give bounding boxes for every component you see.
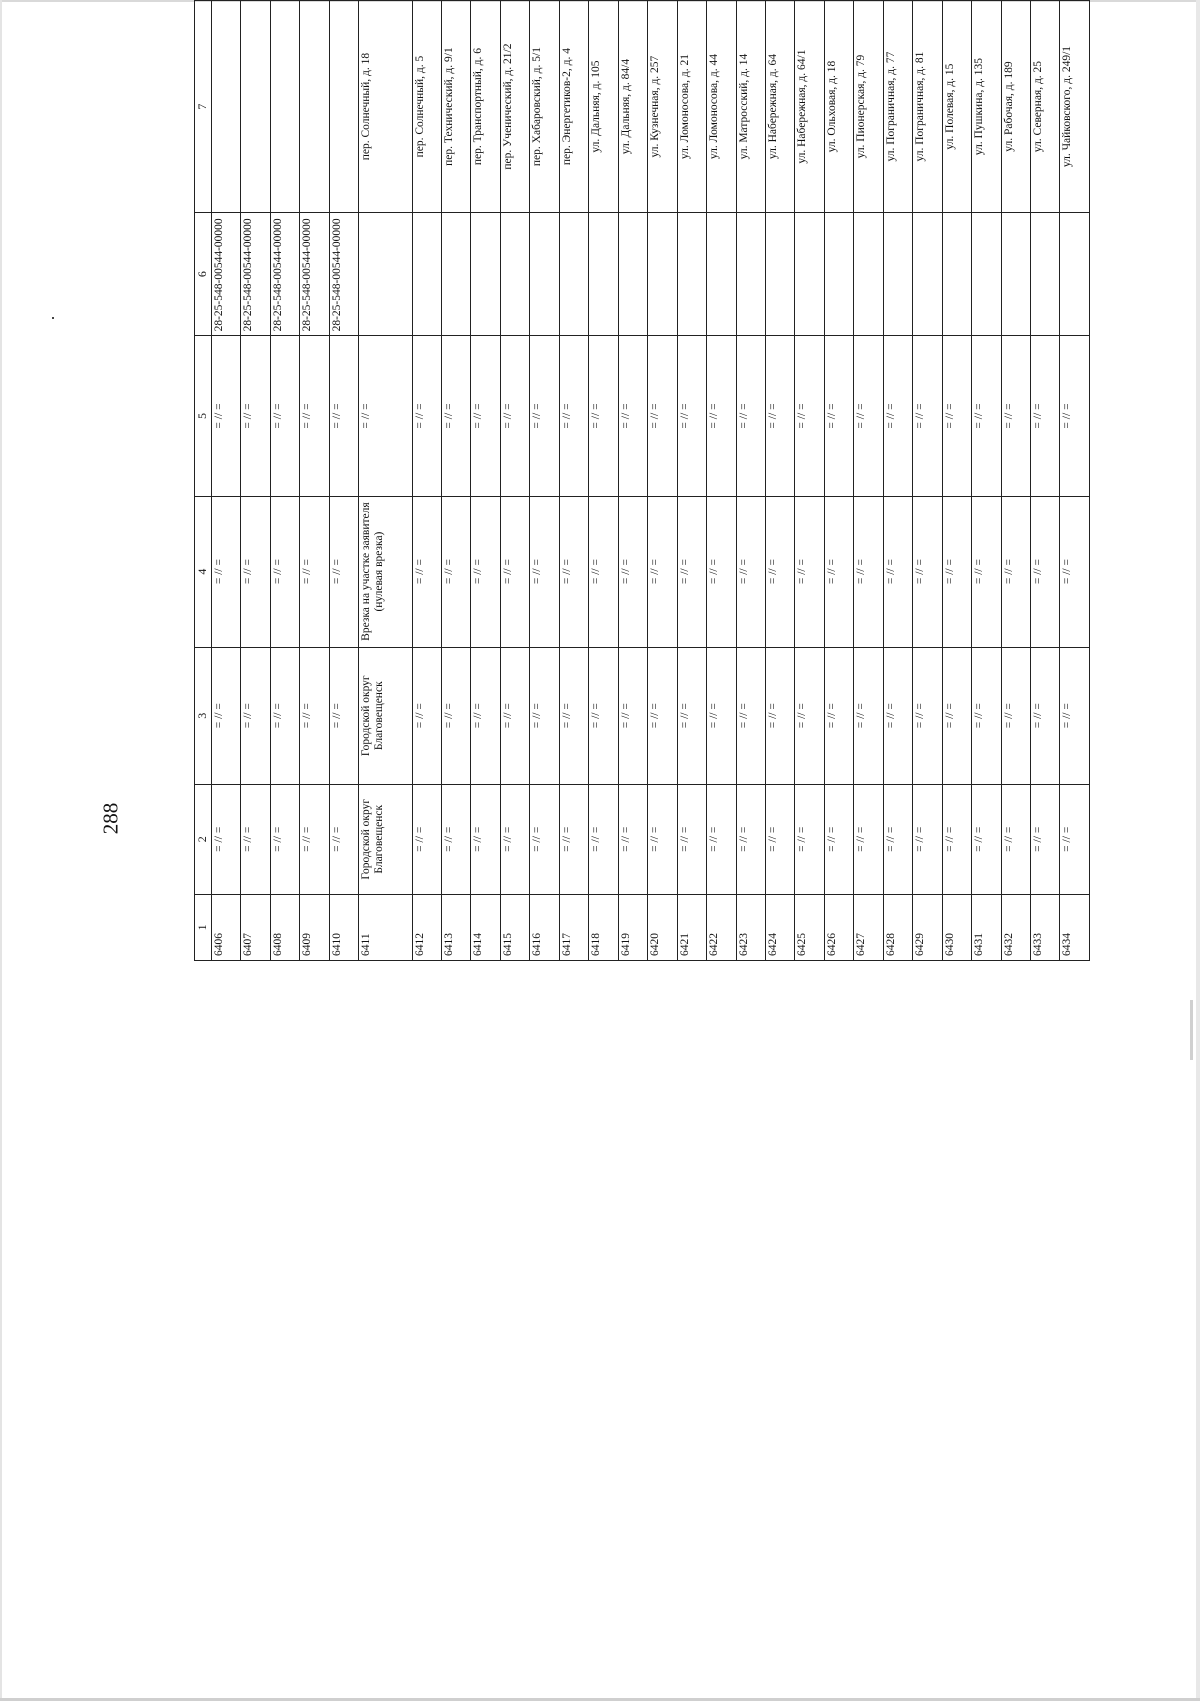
table-cell xyxy=(824,0,853,1)
table-cell xyxy=(412,212,441,336)
table-row xyxy=(412,0,441,961)
column-header: 4 xyxy=(195,496,212,647)
table-row xyxy=(824,0,853,961)
table-row xyxy=(1031,0,1060,961)
table-cell: = // = xyxy=(883,496,912,647)
table-cell: = // = xyxy=(559,647,588,784)
table-cell xyxy=(500,212,529,336)
table-cell: = // = xyxy=(795,784,824,894)
table-cell: = // = xyxy=(589,336,618,496)
table-cell: = // = xyxy=(618,647,647,784)
table-cell: 28-25-548-00544-00000 xyxy=(300,212,329,336)
column-header xyxy=(195,0,212,1)
table-row xyxy=(707,0,736,961)
table-cell: = // = xyxy=(765,784,794,894)
table-cell: 6434 xyxy=(1060,894,1090,960)
column-header: 5 xyxy=(195,336,212,496)
column-header: 7 xyxy=(195,1,212,213)
table-cell: = // = xyxy=(765,496,794,647)
table-cell: = // = xyxy=(300,336,329,496)
table-cell: = // = xyxy=(300,496,329,647)
table-cell xyxy=(618,0,647,1)
table-cell: 6413 xyxy=(441,894,470,960)
table-cell: = // = xyxy=(736,336,765,496)
table-cell: 6415 xyxy=(500,894,529,960)
table-cell: = // = xyxy=(270,336,299,496)
table-cell: = // = xyxy=(648,647,677,784)
table-cell: = // = xyxy=(412,647,441,784)
table-cell: = // = xyxy=(913,647,942,784)
table-cell: 6414 xyxy=(471,894,500,960)
table-cell: = // = xyxy=(270,647,299,784)
table-cell: = // = xyxy=(530,647,559,784)
table-cell: = // = xyxy=(854,496,883,647)
column-header: 6 xyxy=(195,212,212,336)
table-cell: 6428 xyxy=(883,894,912,960)
table-cell xyxy=(824,212,853,336)
table-cell: пер. Солнечный, д. 18 xyxy=(359,1,412,213)
table-cell xyxy=(270,0,299,1)
table-cell xyxy=(1001,212,1030,336)
table-cell: 6420 xyxy=(648,894,677,960)
table-cell xyxy=(300,1,329,213)
table-row xyxy=(441,0,470,961)
table-cell: = // = xyxy=(1031,784,1060,894)
table-cell xyxy=(854,0,883,1)
table-cell: = // = xyxy=(1001,647,1030,784)
table-row xyxy=(942,0,971,961)
table-cell: = // = xyxy=(559,784,588,894)
table-cell xyxy=(1060,212,1090,336)
table-cell: = // = xyxy=(329,647,358,784)
table-cell: = // = xyxy=(441,496,470,647)
table-cell xyxy=(942,0,971,1)
table-cell: Врезка на участке заявителя (нулевая врезка) xyxy=(359,496,412,647)
table-cell: = // = xyxy=(300,647,329,784)
table-cell xyxy=(707,212,736,336)
table-cell: = // = xyxy=(589,647,618,784)
table-cell: = // = xyxy=(942,496,971,647)
table-cell: = // = xyxy=(359,336,412,496)
table-row xyxy=(883,0,912,961)
table-cell xyxy=(329,1,358,213)
table-cell xyxy=(972,0,1001,1)
table-cell: = // = xyxy=(241,784,270,894)
table-cell: = // = xyxy=(471,496,500,647)
table-row xyxy=(500,0,529,961)
table-cell xyxy=(441,0,470,1)
table-cell xyxy=(677,212,706,336)
table-cell: = // = xyxy=(211,336,240,496)
table-cell: = // = xyxy=(972,784,1001,894)
table-cell: ул. Набережная, д. 64 xyxy=(765,1,794,213)
table-cell: = // = xyxy=(883,336,912,496)
table-cell: ул. Ломоносова, д. 44 xyxy=(707,1,736,213)
table-row xyxy=(359,0,412,961)
table-row xyxy=(854,0,883,961)
table-cell: = // = xyxy=(648,336,677,496)
scan-artifact xyxy=(1190,1000,1193,1060)
table-cell xyxy=(471,0,500,1)
table-row xyxy=(913,0,942,961)
table-cell xyxy=(707,0,736,1)
table-row xyxy=(736,0,765,961)
table-cell xyxy=(883,0,912,1)
table-cell: = // = xyxy=(854,336,883,496)
table-cell: = // = xyxy=(795,647,824,784)
table-cell xyxy=(972,212,1001,336)
table-cell: = // = xyxy=(942,647,971,784)
table-cell: ул. Рабочая, д. 189 xyxy=(1001,1,1030,213)
table-cell: 6411 xyxy=(359,894,412,960)
column-header: 1 xyxy=(195,894,212,960)
table-cell: = // = xyxy=(1001,784,1030,894)
table-cell: ул. Дальняя, д. 105 xyxy=(589,1,618,213)
table-cell: 6431 xyxy=(972,894,1001,960)
table-cell: Городской округ Благовещенск xyxy=(359,647,412,784)
table-cell xyxy=(765,0,794,1)
table-cell: 28-25-548-00544-00000 xyxy=(241,212,270,336)
table-row xyxy=(795,0,824,961)
table-row xyxy=(648,0,677,961)
table-cell: = // = xyxy=(211,647,240,784)
table-cell: = // = xyxy=(913,784,942,894)
table-cell: = // = xyxy=(1001,336,1030,496)
table-cell: = // = xyxy=(1060,336,1090,496)
table-cell: = // = xyxy=(241,647,270,784)
table-cell: = // = xyxy=(677,496,706,647)
table-cell: = // = xyxy=(707,784,736,894)
table-cell: = // = xyxy=(471,647,500,784)
table-cell: = // = xyxy=(765,336,794,496)
column-header: 2 xyxy=(195,784,212,894)
table-cell xyxy=(530,212,559,336)
table-cell xyxy=(736,0,765,1)
scan-speck xyxy=(52,317,54,319)
table-cell xyxy=(913,212,942,336)
table-cell: ул. Ломоносова, д. 21 xyxy=(677,1,706,213)
table-cell: = // = xyxy=(677,784,706,894)
table-cell xyxy=(648,0,677,1)
table-cell: = // = xyxy=(329,336,358,496)
table-cell: 6422 xyxy=(707,894,736,960)
table-cell: 6430 xyxy=(942,894,971,960)
table-cell: = // = xyxy=(530,496,559,647)
table-cell xyxy=(1001,0,1030,1)
table-cell: = // = xyxy=(500,496,529,647)
table-cell: = // = xyxy=(942,336,971,496)
table-cell xyxy=(559,212,588,336)
table-cell: 6416 xyxy=(530,894,559,960)
table-cell: ул. Кузнечная, д. 257 xyxy=(648,1,677,213)
table-cell: = // = xyxy=(1060,647,1090,784)
table-cell: ул. Матросский, д. 14 xyxy=(736,1,765,213)
table-cell: ул. Полевая, д. 15 xyxy=(942,1,971,213)
rotated-table-container xyxy=(194,0,1090,961)
table-area xyxy=(194,43,1090,1647)
table-cell xyxy=(241,1,270,213)
table-cell: = // = xyxy=(883,647,912,784)
table-cell xyxy=(359,212,412,336)
table-cell: = // = xyxy=(677,336,706,496)
header-row xyxy=(195,0,212,961)
table-cell: 28-25-548-00544-00000 xyxy=(211,212,240,336)
table-cell: = // = xyxy=(972,647,1001,784)
table-cell: = // = xyxy=(500,647,529,784)
table-cell: = // = xyxy=(854,647,883,784)
table-cell xyxy=(795,212,824,336)
table-cell: 6407 xyxy=(241,894,270,960)
table-cell: 6417 xyxy=(559,894,588,960)
table-cell: = // = xyxy=(972,336,1001,496)
table-cell xyxy=(913,0,942,1)
table-cell: = // = xyxy=(441,336,470,496)
table-cell: = // = xyxy=(530,784,559,894)
table-cell: = // = xyxy=(241,336,270,496)
table-cell: 6421 xyxy=(677,894,706,960)
table-cell: = // = xyxy=(736,647,765,784)
table-cell: 6412 xyxy=(412,894,441,960)
table-cell: ул. Пушкина, д. 135 xyxy=(972,1,1001,213)
table-cell xyxy=(329,0,358,1)
table-cell: 6427 xyxy=(854,894,883,960)
table-cell: = // = xyxy=(1060,784,1090,894)
table-cell xyxy=(589,212,618,336)
table-cell: = // = xyxy=(329,784,358,894)
table-cell xyxy=(854,212,883,336)
table-cell xyxy=(1031,212,1060,336)
table-row xyxy=(589,0,618,961)
scan-edge-right xyxy=(1196,0,1200,1701)
table-cell: = // = xyxy=(795,336,824,496)
table-cell: = // = xyxy=(736,496,765,647)
table-row xyxy=(972,0,1001,961)
table-cell: Городской округ Благовещенск xyxy=(359,784,412,894)
column-header: 3 xyxy=(195,647,212,784)
table-cell: = // = xyxy=(824,784,853,894)
table-cell: = // = xyxy=(530,336,559,496)
table-cell: = // = xyxy=(824,647,853,784)
table-cell: 6410 xyxy=(329,894,358,960)
table-cell: = // = xyxy=(1031,647,1060,784)
table-cell: = // = xyxy=(618,784,647,894)
table-cell: = // = xyxy=(329,496,358,647)
table-cell: = // = xyxy=(211,784,240,894)
table-cell: 6406 xyxy=(211,894,240,960)
table-cell: = // = xyxy=(618,496,647,647)
table-cell: = // = xyxy=(1031,336,1060,496)
table-row xyxy=(329,0,358,961)
table-cell: = // = xyxy=(589,784,618,894)
table-cell: = // = xyxy=(241,496,270,647)
scan-edge-left xyxy=(0,0,2,1701)
table-cell: пер. Транспортный, д. 6 xyxy=(471,1,500,213)
table-cell: = // = xyxy=(736,784,765,894)
table-cell xyxy=(942,212,971,336)
table-cell: = // = xyxy=(211,496,240,647)
table-cell: ул. Пограничная, д. 81 xyxy=(913,1,942,213)
table-row xyxy=(559,0,588,961)
table-cell: 28-25-548-00544-00000 xyxy=(270,212,299,336)
table-cell xyxy=(618,212,647,336)
table-cell: ул. Чайковского, д. 249/1 xyxy=(1060,1,1090,213)
table-cell: ул. Набережная, д. 64/1 xyxy=(795,1,824,213)
table-cell: = // = xyxy=(1001,496,1030,647)
table-cell: = // = xyxy=(972,496,1001,647)
table-cell: = // = xyxy=(270,496,299,647)
table-cell: 6409 xyxy=(300,894,329,960)
table-cell: 28-25-548-00544-00000 xyxy=(329,212,358,336)
table-cell: 6408 xyxy=(270,894,299,960)
table-cell: = // = xyxy=(441,647,470,784)
table-row xyxy=(270,0,299,961)
table-cell xyxy=(736,212,765,336)
table-cell: = // = xyxy=(471,784,500,894)
table-cell xyxy=(270,1,299,213)
table-cell: = // = xyxy=(795,496,824,647)
table-cell: = // = xyxy=(707,647,736,784)
table-cell: = // = xyxy=(589,496,618,647)
table-cell: = // = xyxy=(300,784,329,894)
table-row xyxy=(1001,0,1030,961)
table-cell: ул. Дальняя, д. 84/4 xyxy=(618,1,647,213)
table-cell: 6425 xyxy=(795,894,824,960)
table-cell: = // = xyxy=(707,496,736,647)
table-cell: = // = xyxy=(441,784,470,894)
table-cell xyxy=(589,0,618,1)
table-cell: ул. Пионерская, д. 79 xyxy=(854,1,883,213)
table-cell: = // = xyxy=(648,496,677,647)
table-cell: 6429 xyxy=(913,894,942,960)
table-body xyxy=(211,0,1089,961)
table-cell: = // = xyxy=(824,336,853,496)
table-cell xyxy=(359,0,412,1)
table-row xyxy=(677,0,706,961)
table-cell xyxy=(765,212,794,336)
table-cell: 6419 xyxy=(618,894,647,960)
table-cell xyxy=(530,0,559,1)
table-cell: 6423 xyxy=(736,894,765,960)
table-cell: = // = xyxy=(618,336,647,496)
table-cell: пер. Ученический, д. 21/2 xyxy=(500,1,529,213)
table-cell: пер. Солнечный, д. 5 xyxy=(412,1,441,213)
table-cell: = // = xyxy=(500,784,529,894)
table-cell xyxy=(648,212,677,336)
table-cell xyxy=(795,0,824,1)
table-cell: = // = xyxy=(1060,496,1090,647)
table-cell: = // = xyxy=(913,336,942,496)
table-cell xyxy=(500,0,529,1)
table-cell xyxy=(677,0,706,1)
table-cell: ул. Северная, д. 25 xyxy=(1031,1,1060,213)
table-cell: 6433 xyxy=(1031,894,1060,960)
table-cell: 6418 xyxy=(589,894,618,960)
table-cell: 6432 xyxy=(1001,894,1030,960)
table-cell: = // = xyxy=(883,784,912,894)
table-row xyxy=(300,0,329,961)
table-row xyxy=(1060,0,1090,961)
table-cell: = // = xyxy=(942,784,971,894)
table-cell: = // = xyxy=(1031,496,1060,647)
table-row xyxy=(765,0,794,961)
table-cell xyxy=(883,212,912,336)
table-row xyxy=(211,0,240,961)
table-cell: = // = xyxy=(412,784,441,894)
page-number: 288 xyxy=(98,802,123,835)
table-cell: ул. Пограничная, д. 77 xyxy=(883,1,912,213)
table-cell: = // = xyxy=(270,784,299,894)
table-cell: = // = xyxy=(412,336,441,496)
table-cell: = // = xyxy=(559,496,588,647)
table-cell xyxy=(1060,0,1090,1)
table-cell xyxy=(412,0,441,1)
table-cell xyxy=(471,212,500,336)
table-cell: пер. Энергетиков-2, д. 4 xyxy=(559,1,588,213)
table-cell: 6424 xyxy=(765,894,794,960)
table-cell xyxy=(1031,0,1060,1)
table-cell: пер. Технический, д. 9/1 xyxy=(441,1,470,213)
table-cell: = // = xyxy=(559,336,588,496)
table-cell: = // = xyxy=(707,336,736,496)
table-cell xyxy=(559,0,588,1)
table-row xyxy=(618,0,647,961)
table-cell: = // = xyxy=(648,784,677,894)
table-cell xyxy=(211,0,240,1)
table-cell xyxy=(241,0,270,1)
table-cell: = // = xyxy=(913,496,942,647)
table-cell: = // = xyxy=(854,784,883,894)
data-table xyxy=(194,0,1090,961)
table-row xyxy=(530,0,559,961)
table-cell: пер. Хабаровский, д. 5/1 xyxy=(530,1,559,213)
table-cell: = // = xyxy=(824,496,853,647)
table-cell: = // = xyxy=(765,647,794,784)
table-cell xyxy=(300,0,329,1)
table-cell: ул. Ольховая, д. 18 xyxy=(824,1,853,213)
table-row xyxy=(471,0,500,961)
table-row xyxy=(241,0,270,961)
table-cell: 6426 xyxy=(824,894,853,960)
table-cell: = // = xyxy=(412,496,441,647)
table-cell: = // = xyxy=(677,647,706,784)
table-cell xyxy=(441,212,470,336)
table-cell: = // = xyxy=(471,336,500,496)
table-cell: = // = xyxy=(500,336,529,496)
table-cell xyxy=(211,1,240,213)
